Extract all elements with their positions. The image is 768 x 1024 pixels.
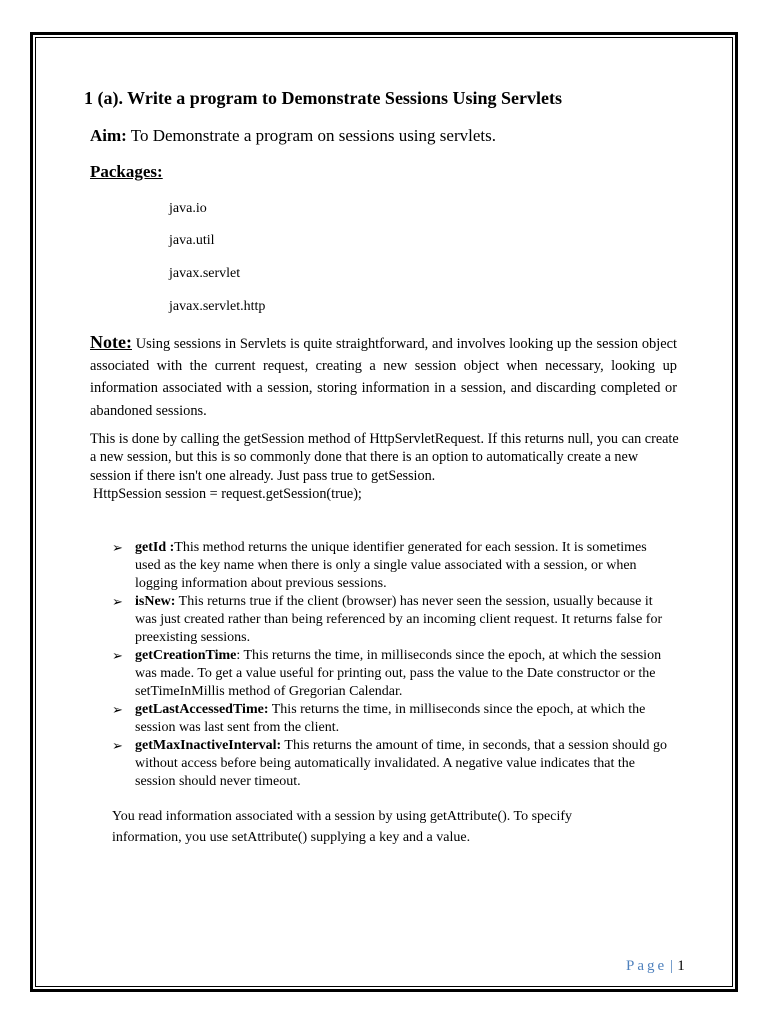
list-item <box>112 701 672 737</box>
package-item: javax.servlet <box>169 266 241 281</box>
method-name: getId : <box>135 540 175 555</box>
method-name: isNew: <box>135 594 176 609</box>
list-item <box>112 593 672 647</box>
note-label: Note: <box>90 332 132 352</box>
package-item: javax.servlet.http <box>169 299 266 314</box>
method-desc: This returns the time, in milliseconds since the epoch, at which the session was last sent from the client. <box>135 702 646 735</box>
method-name: getLastAccessedTime: <box>135 702 269 717</box>
footer-separator: | <box>670 958 675 974</box>
note-paragraph <box>90 331 677 422</box>
method-name: getMaxInactiveInterval: <box>135 738 282 753</box>
arrow-bullet-icon: ➢ <box>112 648 123 663</box>
document-title: 1 (a). Write a program to Demonstrate Sessions Using Servlets <box>84 88 562 108</box>
method-name: getCreationTime <box>135 648 237 663</box>
package-item: java.util <box>169 233 215 248</box>
list-item <box>112 539 672 593</box>
method-desc: This returns true if the client (browser) has never seen the session, usually because it was just created rather than being referenced by an incoming client request. It returns false for preexisting sessions. <box>135 594 663 645</box>
arrow-bullet-icon: ➢ <box>112 738 123 753</box>
getsession-text: This is done by calling the getSession method of HttpServletRequest. If this returns null, you can create a new session, but this is so commonly done that there is an option to automatically create a new session if there isn't one already. Just pass true to getSession. <box>90 431 679 484</box>
package-item: java.io <box>169 201 207 216</box>
method-desc: This method returns the unique identifier generated for each session. It is sometimes used as the key name when there is only a single value associated with a session, or when logging information about previous sessions. <box>135 540 647 591</box>
packages-heading: Packages: <box>90 162 163 181</box>
note-text: Using sessions in Servlets is quite straightforward, and involves looking up the session object associated with the current request, creating a new session object when necessary, looking up information associated with a session, storing information in a session, and discarding completed or abandoned sessions. <box>90 336 677 419</box>
arrow-bullet-icon: ➢ <box>112 702 123 717</box>
page-footer <box>626 958 686 975</box>
aim-text: To Demonstrate a program on sessions using servlets. <box>126 126 496 145</box>
getsession-paragraph <box>90 430 680 503</box>
aim-line <box>90 126 496 146</box>
closing-paragraph: You read information associated with a session by using getAttribute(). To specify information, you use setAttribute() supplying a key and a value. <box>112 809 573 845</box>
arrow-bullet-icon: ➢ <box>112 540 123 555</box>
list-item <box>112 647 672 701</box>
code-line: HttpSession session = request.getSession(true); <box>93 485 362 502</box>
page-number: 1 <box>677 958 686 974</box>
method-list <box>112 539 672 791</box>
list-item <box>112 737 672 791</box>
arrow-bullet-icon: ➢ <box>112 594 123 609</box>
page-label: Page <box>626 958 668 974</box>
aim-label: Aim: <box>90 126 127 145</box>
method-desc: : This returns the time, in milliseconds since the epoch, at which the session was made. To get a value useful for printing out, pass the value to the Date constructor or the setTimeInMillis method of Gregorian Calendar. <box>135 648 662 699</box>
method-desc: This returns the amount of time, in seconds, that a session should go without access before being automatically invalidated. A negative value indicates that the session should never timeout. <box>135 738 668 789</box>
